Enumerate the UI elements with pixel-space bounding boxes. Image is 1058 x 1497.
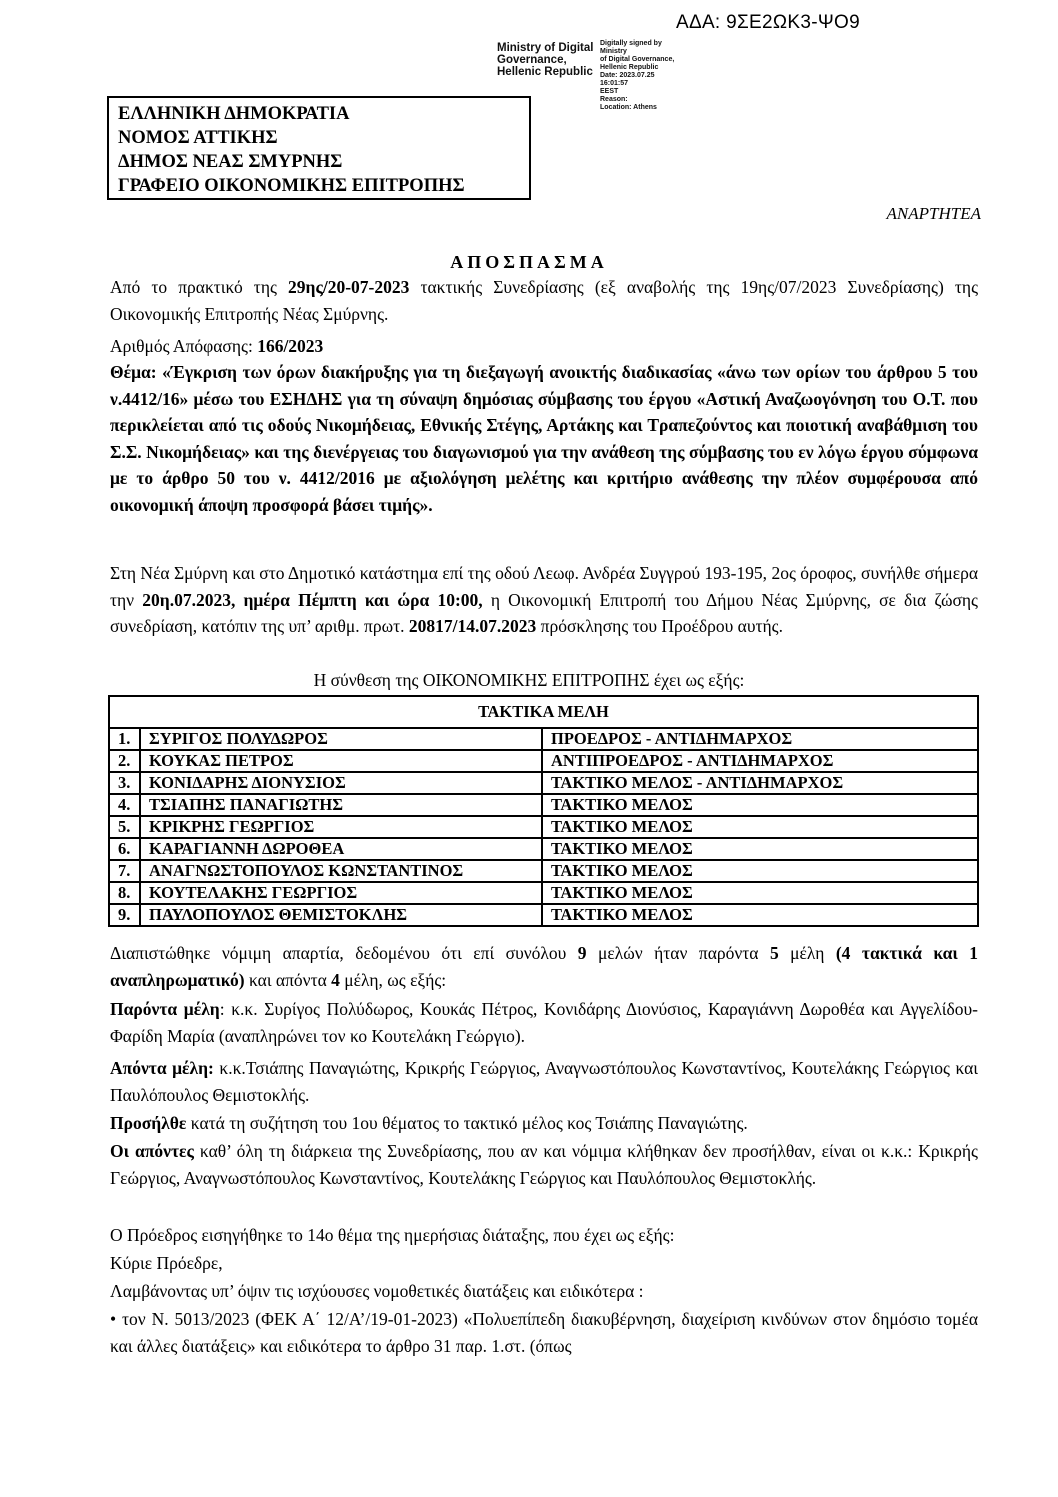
member-name: ΚΡΙΚΡΗΣ ΓΕΩΡΓΙΟΣ [140, 816, 542, 838]
chair-intro: Ο Πρόεδρος εισηγήθηκε το 14ο θέμα της ημερήσιας διάταξης, που έχει ως εξής: [110, 1225, 675, 1245]
arrived-text: κατά τη συζήτηση του 1ου θέματος το τακτικό μέλος κος Τσιάπης Παναγιώτης. [186, 1113, 748, 1133]
total-members: 9 [577, 943, 587, 963]
quorum-text: μέλη [778, 943, 836, 963]
signature-detail-line: Digitally signed by Ministry [600, 40, 662, 55]
quorum-text: μέλη, ως εξής: [339, 969, 447, 990]
member-number: 1. [109, 728, 140, 750]
absentees-text: καθ’ όλη τη διάρκεια της Συνεδρίασης, που αν και νόμιμα κλήθηκαν δεν προσήλθαν, είναι οι κ.κ.: Κρικρής Γεώργιος, Αναγνωστόπουλος Κωνσταντίνος, Κουτελάκης Γεώργιος και Παυλόπουλος Θεμιστοκλής. [110, 1141, 978, 1188]
member-number: 8. [109, 882, 140, 904]
signer-line: Ministry of Digital [497, 42, 594, 54]
table-row [109, 794, 978, 816]
arrived-label: Προσήλθε [110, 1113, 187, 1133]
signature-detail-line: EEST [600, 88, 619, 95]
member-number: 3. [109, 772, 140, 794]
table-row [109, 838, 978, 860]
table-row [109, 772, 978, 794]
session-number: 29ης/20-07-2023 [288, 277, 410, 297]
absent-label: Απόντα μέλη: [110, 1058, 214, 1078]
absentees-label: Οι απόντες [110, 1141, 194, 1161]
signature-detail-line: Location: Athens [600, 104, 657, 111]
member-role: ΤΑΚΤΙΚΟ ΜΕΛΟΣ [542, 794, 978, 816]
document-title: ΑΠΟΣΠΑΣΜΑ [450, 252, 608, 272]
subject-paragraph [110, 359, 978, 518]
absentees-paragraph [110, 1138, 978, 1191]
member-name: ΤΣΙΑΠΗΣ ΠΑΝΑΓΙΩΤΗΣ [140, 794, 542, 816]
signature-details [600, 40, 680, 112]
present-breakdown: (4 τακτικά και 1 αναπληρωματικό) [110, 943, 978, 990]
decision-number-line [110, 333, 978, 360]
quorum-text: μελών ήταν παρόντα [586, 943, 770, 963]
signature-signer [497, 42, 593, 78]
member-number: 9. [109, 904, 140, 926]
member-name: ΚΑΡΑΓΙΑΝΝΗ ΔΩΡΟΘΕΑ [140, 838, 542, 860]
member-role: ΤΑΚΤΙΚΟ ΜΕΛΟΣ [542, 838, 978, 860]
meeting-text: η Οικονομική Επιτροπή του Δήμου Νέας Σμύρνης, σε δια ζώσης συνεδρίαση, κατόπιν της υπ’ αριθμ. πρωτ. [110, 589, 978, 636]
member-number: 2. [109, 750, 140, 772]
member-number: 6. [109, 838, 140, 860]
intro-text: τακτικής Συνεδρίασης (εξ αναβολής της 19ης/07/2023 Συνεδρίασης) της Οικονομικής Επιτροπής Νέας Σμύρνης. [110, 277, 978, 324]
absent-members-paragraph [110, 1055, 978, 1108]
table-header: ΤΑΚΤΙΚΑ ΜΕΛΗ [109, 696, 978, 728]
signature-detail-line: Date: 2023.07.25 16:01:57 [600, 72, 655, 87]
present-label: Παρόντα μέλη [110, 999, 220, 1019]
composition-line: Η σύνθεση της ΟΙΚΟΝΟΜΙΚΗΣ ΕΠΙΤΡΟΠΗΣ έχει ως εξής: [313, 670, 745, 690]
meeting-text: Στη Νέα Σμύρνη και στο Δημοτικό κατάστημα επί της οδού Λεωφ. Ανδρέα Συγγρού 193-195, 2ος όροφος, συνήλθε σήμερα την [110, 563, 978, 610]
member-name: ΠΑΥΛΟΠΟΥΛΟΣ ΘΕΜΙΣΤΟΚΛΗΣ [140, 904, 542, 926]
member-name: ΚΟΝΙΔΑΡΗΣ ΔΙΟΝΥΣΙΟΣ [140, 772, 542, 794]
decision-label: Αριθμός Απόφασης: [110, 336, 258, 356]
member-role: ΤΑΚΤΙΚΟ ΜΕΛΟΣ [542, 816, 978, 838]
member-role: ΑΝΤΙΠΡΟΕΔΡΟΣ - ΑΝΤΙΔΗΜΑΡΧΟΣ [542, 750, 978, 772]
member-role: ΤΑΚΤΙΚΟ ΜΕΛΟΣ - ΑΝΤΙΔΗΜΑΡΧΟΣ [542, 772, 978, 794]
salutation: Κύριε Πρόεδρε, [110, 1253, 223, 1273]
present-list: : κ.κ. Συρίγος Πολύδωρος, Κουκάς Πέτρος, Κονιδάρης Διονύσιος, Καραγιάννη Δωροθέα και Αγγελίδου-Φαρίδη Μαρία (αναπληρώνει τον κο Κουτελάκη Γεώργιο). [110, 999, 979, 1046]
posting-label: ΑΝΑΡΤΗΤΕΑ [886, 204, 981, 223]
table-row [109, 882, 978, 904]
subject-text: «Έγκριση των όρων διακήρυξης για τη διεξαγωγή ανοικτής διαδικασίας «άνω των ορίων του άρθρου 5 του ν.4412/16» μέσω του ΕΣΗΔΗΣ για τη σύναψη δημόσιας σύμβασης του έργου «Αστική Αναζωογόνηση του Ο.Τ. που περικλείεται από τις οδούς Νικομήδειας, Εθνικής Στέγης, Αρτάκης και Τραπεζούντος και ποιοτική αναβάθμιση του Σ.Σ. Νικομήδειας» και της διενέργειας του διαγωνισμού για την ανάθεση της σύμβασης του εν λόγω έργου σύμφωνα με το άρθρο 50 του ν. 4412/2016 με αξιολόγηση μελέτης και κριτήριο ανάθεσης την πλέον συμφέρουσα από οικονομική άποψη προσφορά βάσει τιμής». [110, 362, 978, 515]
quorum-text: και απόντα [244, 969, 332, 990]
absent-count: 4 [331, 969, 340, 990]
absent-list: κ.κ.Τσιάπης Παναγιώτης, Κρικρής Γεώργιος, Αναγνωστόπουλος Κωνσταντίνος, Κουτελάκης Γεώργιος και Παυλόπουλος Θεμιστοκλής. [110, 1058, 979, 1105]
signer-line: Governance, [497, 54, 567, 66]
members-table [108, 695, 979, 927]
member-role: ΠΡΟΕΔΡΟΣ - ΑΝΤΙΔΗΜΑΡΧΟΣ [542, 728, 978, 750]
signature-detail-line: Hellenic Republic [600, 64, 659, 71]
table-header-row [109, 696, 978, 728]
member-name: ΑΝΑΓΝΩΣΤΟΠΟΥΛΟΣ ΚΩΝΣΤΑΝΤΙΝΟΣ [140, 860, 542, 882]
member-role: ΤΑΚΤΙΚΟ ΜΕΛΟΣ [542, 882, 978, 904]
arrived-paragraph [110, 1110, 978, 1137]
table-row [109, 904, 978, 926]
signature-detail-line: Reason: [600, 96, 628, 103]
issuer-line: ΕΛΛΗΝΙΚΗ ΔΗΜΟΚΡΑΤΙΑ [118, 104, 350, 124]
signer-line: Hellenic Republic [497, 66, 593, 78]
invitation-number: 20817/14.07.2023 [408, 616, 537, 636]
member-name: ΚΟΥΤΕΛΑΚΗΣ ΓΕΩΡΓΙΟΣ [140, 882, 542, 904]
meeting-date: 20η.07.2023, ημέρα Πέμπτη και ώρα 10:00, [142, 589, 483, 610]
table-row [109, 816, 978, 838]
quorum-text: Διαπιστώθηκε νόμιμη απαρτία, δεδομένου ότι επί συνόλου [110, 943, 578, 963]
present-members-paragraph [110, 996, 978, 1049]
decision-number: 166/2023 [257, 336, 324, 356]
issuer-header-box [107, 96, 531, 200]
member-name: ΚΟΥΚΑΣ ΠΕΤΡΟΣ [140, 750, 542, 772]
intro-paragraph [110, 274, 978, 327]
present-count: 5 [769, 943, 779, 963]
considering-line: Λαμβάνοντας υπ’ όψιν τις ισχύουσες νομοθετικές διατάξεις και ειδικότερα : [110, 1281, 644, 1301]
member-role: ΤΑΚΤΙΚΟ ΜΕΛΟΣ [542, 860, 978, 882]
member-name: ΣΥΡΙΓΟΣ ΠΟΛΥΔΩΡΟΣ [140, 728, 542, 750]
legal-bullet-1: • τον Ν. 5013/2023 (ΦΕΚ Α΄ 12/Α’/19-01-2023) «Πολυεπίπεδη διακυβέρνηση, διαχείριση κινδύνων στον δημόσιο τομέα και άλλες διατάξεις» και ειδικότερα το άρθρο 31 παρ. 1.στ. (όπως [110, 1309, 978, 1356]
issuer-line: ΓΡΑΦΕΙΟ ΟΙΚΟΝΟΜΙΚΗΣ ΕΠΙΤΡΟΠΗΣ [118, 176, 465, 196]
quorum-paragraph [110, 940, 978, 993]
member-number: 4. [109, 794, 140, 816]
meeting-text: πρόσκλησης του Προέδρου αυτής. [536, 616, 783, 636]
ada-code: ΑΔΑ: 9ΣΕ2ΩΚ3-ΨΟ9 [676, 12, 860, 33]
meeting-paragraph [110, 560, 978, 640]
intro-text: Από το πρακτικό της [110, 277, 289, 297]
member-role: ΤΑΚΤΙΚΟ ΜΕΛΟΣ [542, 904, 978, 926]
table-row [109, 728, 978, 750]
table-row [109, 860, 978, 882]
signature-detail-line: of Digital Governance, [600, 56, 675, 63]
member-number: 5. [109, 816, 140, 838]
issuer-line: ΝΟΜΟΣ ΑΤΤΙΚΗΣ [118, 128, 278, 148]
subject-label: Θέμα: [110, 362, 157, 382]
issuer-line: ΔΗΜΟΣ ΝΕΑΣ ΣΜΥΡΝΗΣ [118, 152, 343, 172]
member-number: 7. [109, 860, 140, 882]
table-row [109, 750, 978, 772]
